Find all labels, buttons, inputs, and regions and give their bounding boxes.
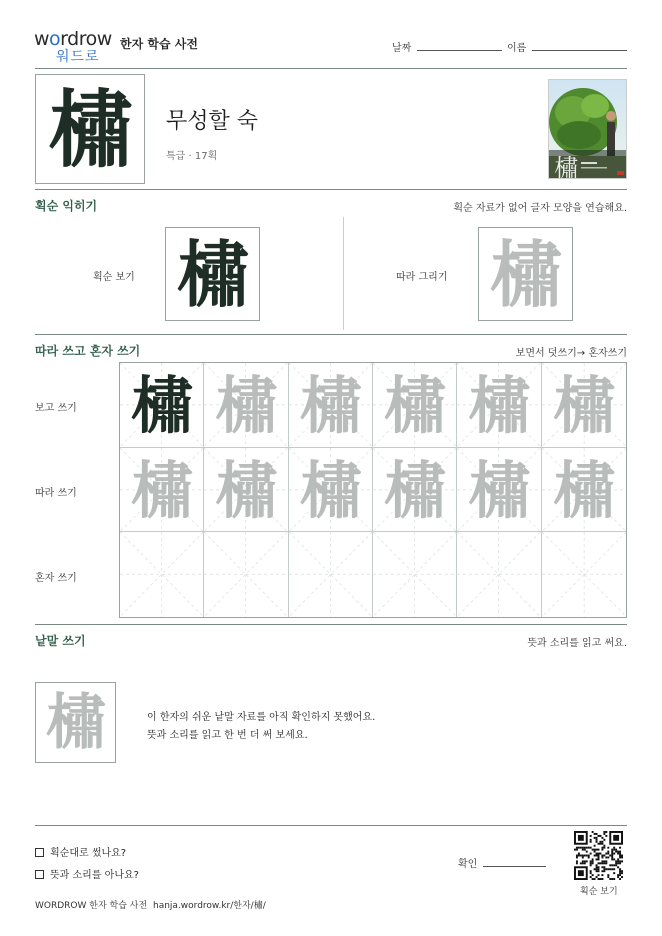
stroke-section-divider [35, 334, 627, 335]
trace-character: 橚 [214, 453, 277, 527]
name-label: 이름 [507, 43, 527, 54]
stroke-view-character: 橚 [176, 232, 249, 317]
trace-box[interactable] [478, 227, 573, 321]
practice-cell[interactable] [289, 448, 373, 533]
practice-cell[interactable] [120, 532, 204, 617]
hero-character: 橚 [47, 80, 132, 179]
cell-guide-lines [542, 532, 626, 617]
confirm-label: 확인 [458, 859, 478, 870]
practice-cell[interactable] [204, 448, 288, 533]
practice-cell[interactable] [289, 532, 373, 617]
row-label-view: 보고 쓰기 [35, 403, 77, 414]
trace-character: 橚 [299, 453, 362, 527]
qr-label: 획순 보기 [580, 887, 618, 897]
header-divider [35, 68, 627, 69]
trace-character: 橚 [214, 369, 277, 442]
footer-brand: WORDROW 한자 학습 사전 [35, 901, 148, 911]
word-section-title: 낱말 쓰기 [35, 634, 86, 648]
footer-divider [35, 825, 627, 826]
cell-guide-lines [204, 532, 287, 617]
trace-character: 橚 [299, 369, 362, 442]
practice-grid[interactable] [119, 362, 627, 618]
practice-cell[interactable] [373, 448, 457, 533]
word-section-note: 뜻과 소리를 읽고 써요. [527, 638, 627, 649]
practice-cell[interactable] [457, 532, 541, 617]
practice-cell[interactable] [542, 363, 626, 448]
practice-cell[interactable] [204, 363, 288, 448]
hero-character-box [35, 74, 145, 184]
practice-cell[interactable] [542, 532, 626, 617]
footer-url[interactable]: hanja.wordrow.kr/한자/橚/ [153, 901, 266, 911]
illustration-image [548, 79, 627, 179]
practice-cell[interactable] [373, 532, 457, 617]
check-item-stroke-order[interactable]: 획순대로 썼나요? [35, 844, 126, 859]
practice-section-note: 보면서 덧쓰기→ 혼자쓰기 [515, 348, 627, 359]
word-character-box[interactable] [35, 682, 116, 763]
stroke-view-box [165, 227, 260, 321]
trace-character: 橚 [467, 453, 530, 527]
svg-text:橚: 橚 [554, 154, 578, 179]
qr-code-icon[interactable] [574, 831, 623, 880]
cell-guide-lines [120, 532, 203, 617]
trace-character: 橚 [130, 453, 193, 527]
logo-korean: 워드로 [56, 49, 100, 65]
stroke-divider [343, 217, 344, 330]
checkbox[interactable] [35, 870, 44, 879]
practice-section-divider [35, 624, 627, 625]
trace-label: 따라 그리기 [396, 272, 448, 283]
trace-character: 橚 [552, 453, 615, 527]
practice-section-title: 따라 쓰고 혼자 쓰기 [35, 344, 141, 358]
cell-guide-lines [457, 532, 540, 617]
checkbox[interactable] [35, 848, 44, 857]
date-field[interactable] [417, 50, 502, 51]
practice-cell[interactable] [120, 448, 204, 533]
practice-cell[interactable] [373, 363, 457, 448]
row-label-trace: 따라 쓰기 [35, 488, 77, 499]
practice-cell[interactable] [542, 448, 626, 533]
check-item-meaning[interactable]: 뜻과 소리를 아나요? [35, 866, 139, 881]
practice-cell[interactable] [120, 363, 204, 448]
stroke-view-label: 획순 보기 [93, 272, 135, 283]
name-field[interactable] [532, 50, 627, 51]
app-title: 한자 학습 사전 [120, 37, 198, 51]
meaning-sound: 무성할 숙 [166, 109, 259, 134]
practice-cell[interactable] [457, 363, 541, 448]
date-label: 날짜 [392, 43, 412, 54]
wordrow-logo: wordrow 워드로 [34, 28, 112, 65]
stroke-section-title: 획순 익히기 [35, 199, 98, 213]
grade-strokes: 특급 · 17획 [166, 151, 218, 162]
cell-guide-lines [373, 532, 456, 617]
trace-character: 橚 [552, 369, 615, 442]
word-message-line1: 이 한자의 쉬운 낱말 자료를 아직 확인하지 못했어요. [147, 712, 376, 723]
word-character: 橚 [45, 688, 106, 758]
trace-character: 橚 [383, 369, 446, 442]
word-message-line2: 뜻과 소리를 읽고 한 번 더 써 보세요. [147, 730, 308, 741]
hero-divider [35, 189, 627, 190]
stroke-section-note: 획순 자료가 없어 글자 모양을 연습해요. [453, 203, 627, 214]
trace-character: 橚 [489, 232, 562, 317]
trace-character: 橚 [467, 369, 530, 442]
practice-cell[interactable] [204, 532, 288, 617]
confirm-field[interactable] [483, 866, 546, 867]
practice-cell[interactable] [457, 448, 541, 533]
model-character: 橚 [130, 369, 193, 442]
trace-character: 橚 [383, 453, 446, 527]
cell-guide-lines [289, 532, 372, 617]
practice-cell[interactable] [289, 363, 373, 448]
row-label-alone: 혼자 쓰기 [35, 573, 77, 584]
